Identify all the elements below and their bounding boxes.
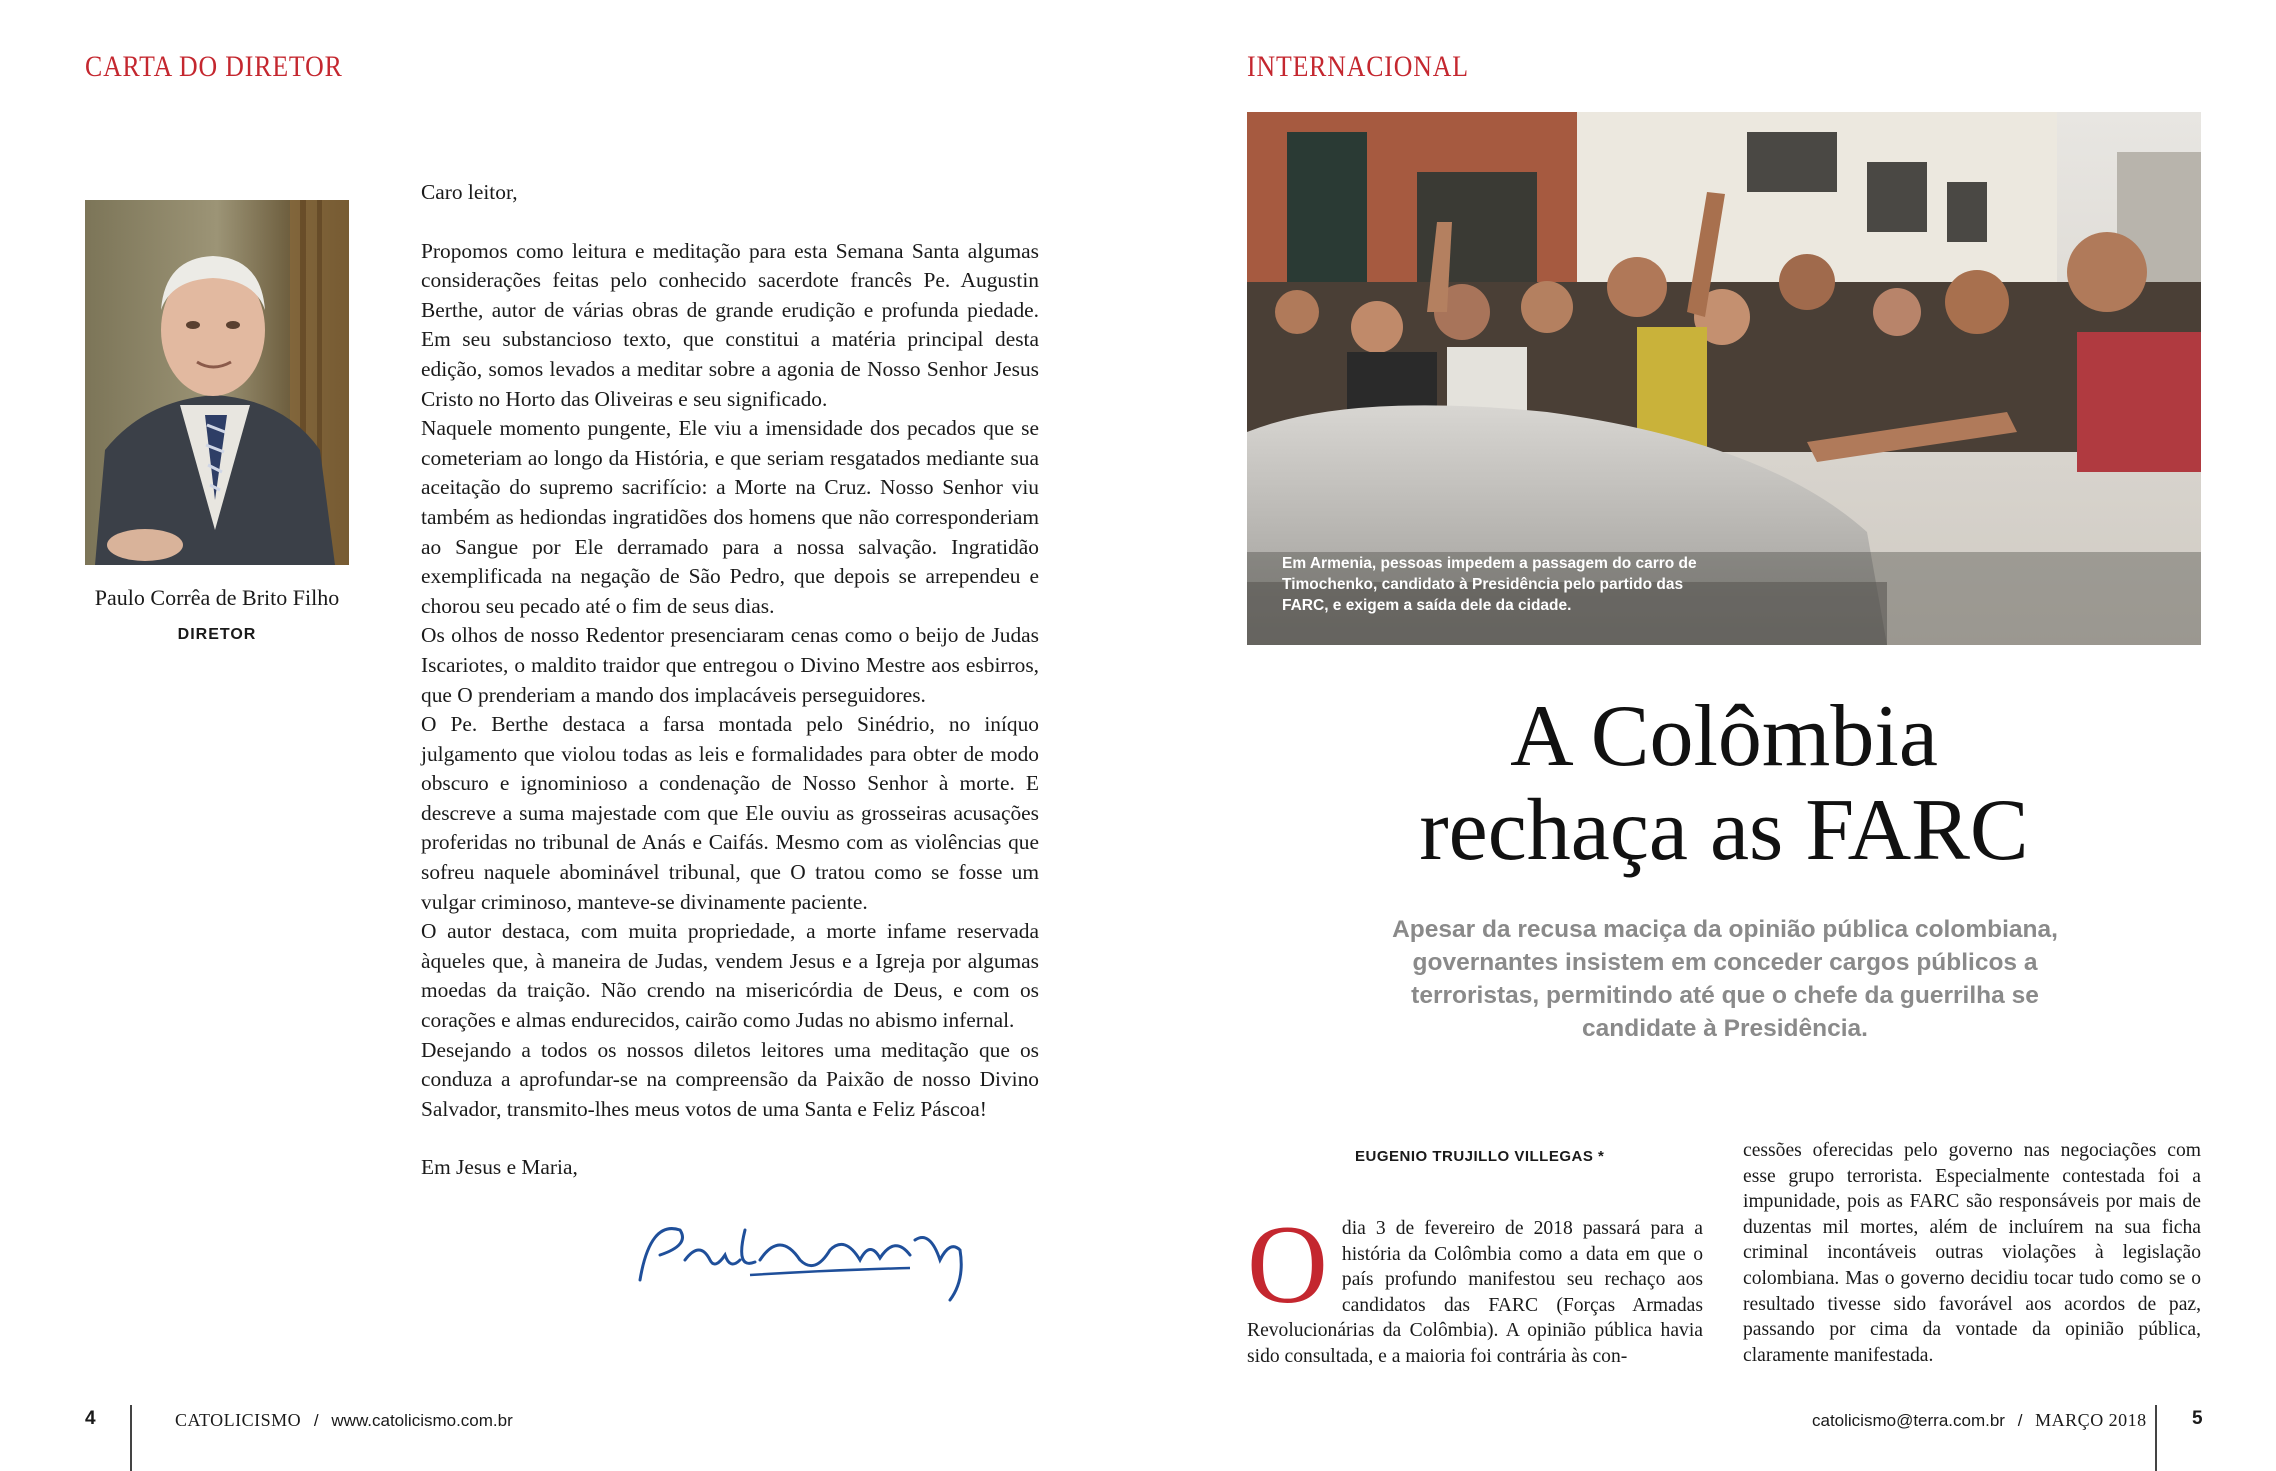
footer-separator: / bbox=[2017, 1411, 2023, 1430]
page-number-left: 4 bbox=[85, 1408, 96, 1429]
author-signature bbox=[630, 1200, 990, 1310]
photo-caption: Em Armenia, pessoas impedem a passagem do carro de Timochenko, candidato à Presidência pelo partido das FARC, e exigem a saída dele da cidade. bbox=[1282, 555, 1697, 614]
section-label-carta: CARTA DO DIRETOR bbox=[85, 50, 343, 83]
letter-body bbox=[421, 178, 1039, 1183]
footer-divider-right bbox=[2155, 1405, 2157, 1471]
footer-left bbox=[175, 1410, 513, 1431]
letter-greeting: Caro leitor, bbox=[421, 180, 518, 204]
letter-paragraph: Os olhos de nosso Redentor presenciaram cenas como o beijo de Judas Iscariotes, o maldito traidor que entregou o Divino Mestre aos esbirros, que O prenderiam a mando dos implacáveis perseguidores. bbox=[421, 623, 1039, 707]
article-column-2: cessões oferecidas pelo governo nas negociações com esse grupo terrorista. Especialmente contestada foi a impunidade, pois as FARC são responsáveis por mais de duzentas mil mortes, além de incluírem na sua ficha criminal incontáveis outras violações à legislação colombiana. Mas o governo decidiu tocar tudo como se o resultado tivesse sido favorável aos acordos de paz, passando por cima da vontade da opinião pública, claramente manifestada. bbox=[1743, 1140, 2201, 1366]
footer-right bbox=[1812, 1410, 2147, 1431]
letter-closing: Em Jesus e Maria, bbox=[421, 1155, 578, 1180]
column-1-text: dia 3 de fevereiro de 2018 passará para a história da Colômbia como a data em que o país profundo manifestou seu rechaço aos candidatos das FARC (Forças Armadas Revolucionárias da Colômbia). A opinião pública havia sido consultada, e a maioria foi contrária às con- bbox=[1247, 1218, 1703, 1367]
footer-publication: CATOLICISMO bbox=[175, 1410, 302, 1430]
author-name: Paulo Corrêa de Brito Filho bbox=[94, 585, 340, 610]
drop-cap: O bbox=[1247, 1203, 1328, 1327]
letter-paragraph: O autor destaca, com muita propriedade, a morte infame reservada àqueles que, à maneira de Judas, vendem Jesus e a Igreja por algumas moedas da traição. Não crendo na misericórdia de Deus, e com os corações e almas endurecidos, cairão como Judas no abismo infernal. bbox=[421, 919, 1039, 1033]
footer-divider-left bbox=[130, 1405, 132, 1471]
headline-line-2: rechaça as FARC bbox=[1419, 782, 2029, 879]
letter-paragraph: O Pe. Berthe destaca a farsa montada pelo Sinédrio, no iníquo julgamento que violou todas as leis e formalidades para obter de modo obscuro e ignominioso a condenação de Nosso Senhor à morte. E descreve a suma majestade com que Ele ouviu as grosseiras acusações proferidas no tribunal de Anás e Caifás. Mesmo com as violências que sofreu naquele abominável tribunal, que O tratou como se fosse um vulgar criminoso, manteve-se divinamente paciente. bbox=[421, 712, 1039, 914]
article-byline: EUGENIO TRUJILLO VILLEGAS * bbox=[1355, 1148, 1605, 1165]
author-role: DIRETOR bbox=[177, 626, 257, 643]
author-portrait bbox=[85, 200, 349, 565]
letter-paragraph: Desejando a todos os nossos diletos leitores uma meditação que os conduza a aprofundar-se na compreensão da Paixão de nosso Divino Salvador, transmito-lhes meus votos de uma Santa e Feliz Páscoa! bbox=[421, 1037, 1039, 1121]
article-deck: Apesar da recusa maciça da opinião pública colombiana, governantes insistem em conceder cargos públicos a terroristas, permitindo até que o chefe da guerrilha se candidate à Presidência. bbox=[1392, 916, 2058, 1042]
headline-line-1: A Colômbia bbox=[1510, 688, 1938, 785]
page-number-right: 5 bbox=[2192, 1408, 2203, 1429]
article-headline bbox=[1247, 690, 2201, 878]
footer-website[interactable]: www.catolicismo.com.br bbox=[331, 1411, 513, 1430]
section-label-internacional: INTERNACIONAL bbox=[1247, 50, 1469, 83]
article-column-1 bbox=[1247, 1203, 1703, 1370]
footer-issue: MARÇO 2018 bbox=[2035, 1410, 2147, 1430]
footer-separator: / bbox=[313, 1411, 319, 1430]
letter-paragraph: Propomos como leitura e meditação para esta Semana Santa algumas considerações feitas pelo conhecido sacerdote francês Pe. Augustin Berthe, autor de várias obras de grande erudição e profunda piedade. Em seu substancioso texto, que constitui a matéria principal desta edição, somos levados a meditar sobre a agonia de Nosso Senhor Jesus Cristo no Horto das Oliveiras e seu significado. bbox=[421, 238, 1039, 411]
letter-paragraph: Naquele momento pungente, Ele viu a imensidade dos pecados que se cometeriam ao longo da História, e que seriam resgatados mediante sua aceitação do supremo sacrifício: a Morte na Cruz. Nosso Senhor viu também as hediondas ingratidões dos homens que não corresponderiam ao Sangue por Ele derramado para a nossa salvação. Ingratidão exemplificada na negação de São Pedro, que depois se arrependeu e chorou seu pecado até o fim de seus dias. bbox=[421, 416, 1039, 618]
footer-email[interactable]: catolicismo@terra.com.br bbox=[1812, 1411, 2005, 1430]
